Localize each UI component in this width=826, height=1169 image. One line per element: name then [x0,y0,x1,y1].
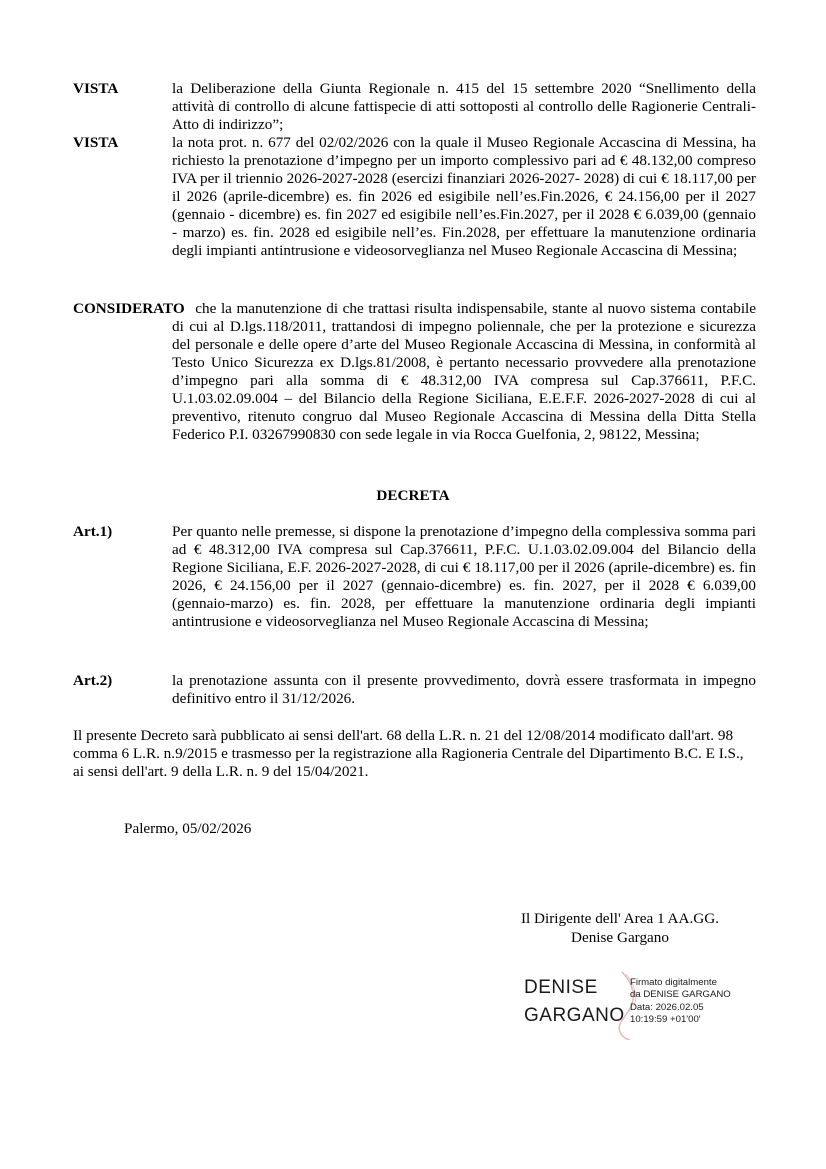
closing-paragraph: Il presente Decreto sarà pubblicato ai sensi dell'art. 68 della L.R. n. 21 del 12/08/2014 modificato dall'art. 98 comma 6 L.R. n.9/2015 e trasmesso per la registrazione alla Ragioneria Centrale del Dipartimento B.C. E I.S., ai sensi dell'art. 9 della L.R. n. 9 del 15/04/2021. [73,727,744,780]
digital-signature-stamp [524,970,764,1040]
vista-text-1: la Deliberazione della Giunta Regionale n. 415 del 15 settembre 2020 “Snellimento della attività di controllo di alcune fattispecie di atti sottoposti al controllo delle Ragionerie Centrali-Atto di indirizzo”; [172,80,756,133]
vista-clause-2 [73,134,756,260]
considerato-label: CONSIDERATO [73,300,185,317]
article-1-label: Art.1) [73,523,113,540]
signature-info-line-3: Data: 2026.02.05 [630,1001,704,1013]
signature-info-line-2: da DENISE GARGANO [630,989,731,1001]
signature-info-line-4: 10:19:59 +01'00' [630,1014,701,1026]
signature-name-line-2: GARGANO [524,1005,625,1026]
article-2-text: la prenotazione assunta con il presente provvedimento, dovrà essere trasformata in impegno definitivo entro il 31/12/2026. [172,672,756,707]
article-2-label: Art.2) [73,672,113,689]
article-1 [73,523,756,631]
signature-info [630,977,731,1027]
signer-name: Denise Gargano [571,929,669,946]
signer-role: Il Dirigente dell' Area 1 AA.GG. [520,910,719,927]
considerato-clause [73,300,756,444]
considerato-text-wrapper [172,300,756,444]
decreta-heading: DECRETA [376,487,450,504]
place-date: Palermo, 05/02/2026 [124,820,252,837]
vista-text-2: la nota prot. n. 677 del 02/02/2026 con la quale il Museo Regionale Accascina di Messina, ha richiesto la prenotazione d’impegno per un importo complessivo pari ad € 48.132,00 compreso IVA per il triennio 2026-2027-2028 (esercizi finanziari 2026-2027- 2028) di cui € 18.117,00 per il 2026 (aprile-dicembre) es. fin 2026 ed esigibile nell’es.Fin.2026, € 24.156,00 per il 2027 (gennaio - dicembre) es. fin 2027 ed esigibile nell’es.Fin.2027, per il 2028 € 6.039,00 (gennaio - marzo) es. fin. 2028 ed esigibile nell’es. Fin.2028, per effettuare la manutenzione ordinaria degli impianti antintrusione e videosorveglianza nel Museo Regionale Accascina di Messina; [172,134,756,259]
vista-label-1: VISTA [73,80,119,97]
signature-name-line-1: DENISE [524,977,598,998]
article-2 [73,672,756,708]
signature-info-line-1: Firmato digitalmente [630,977,717,988]
vista-clause-1 [73,80,756,134]
article-1-text: Per quanto nelle premesse, si dispone la prenotazione d’impegno della complessiva somma pari ad € 48.312,00 IVA compresa sul Cap.376611, P.F.C. U.1.03.02.09.004 del Bilancio della Regione Siciliana, E.F. 2026-2027-2028, di cui € 18.117,00 per il 2026 (aprile-dicembre) es. fin 2026, € 24.156,00 per il 2027 (gennaio-dicembre) es. fin. 2027, per il 2028 € 6.039,00 (gennaio-marzo) es. fin. 2028, per effettuare la manutenzione ordinaria degli impianti antintrusione e videosorveglianza nel Museo Regionale Accascina di Messina; [172,523,756,630]
considerato-text: che la manutenzione di che trattasi risulta indispensabile, stante al nuovo sistema contabile di cui al D.lgs.118/2011, trattandosi di impegno poliennale, che per la protezione e sicurezza del personale e delle opere d’arte del Museo Regionale Accascina di Messina, in conformità al Testo Unico Sicurezza ex D.lgs.81/2008, è pertanto necessario provvedere alla prenotazione d’impegno pari alla somma di € 48.312,00 IVA compresa sul Cap.376611, P.F.C. U.1.03.02.09.004 – del Bilancio della Regione Siciliana, E.E.F.F. 2026-2027-2028 di cui al preventivo, ritenuto congruo dal Museo Regionale Accascina di Messina della Ditta Stella Federico P.I. 03267990830 con sede legale in via Rocca Guelfonia, 2, 98122, Messina; [172,300,756,443]
vista-label-2: VISTA [73,134,119,151]
